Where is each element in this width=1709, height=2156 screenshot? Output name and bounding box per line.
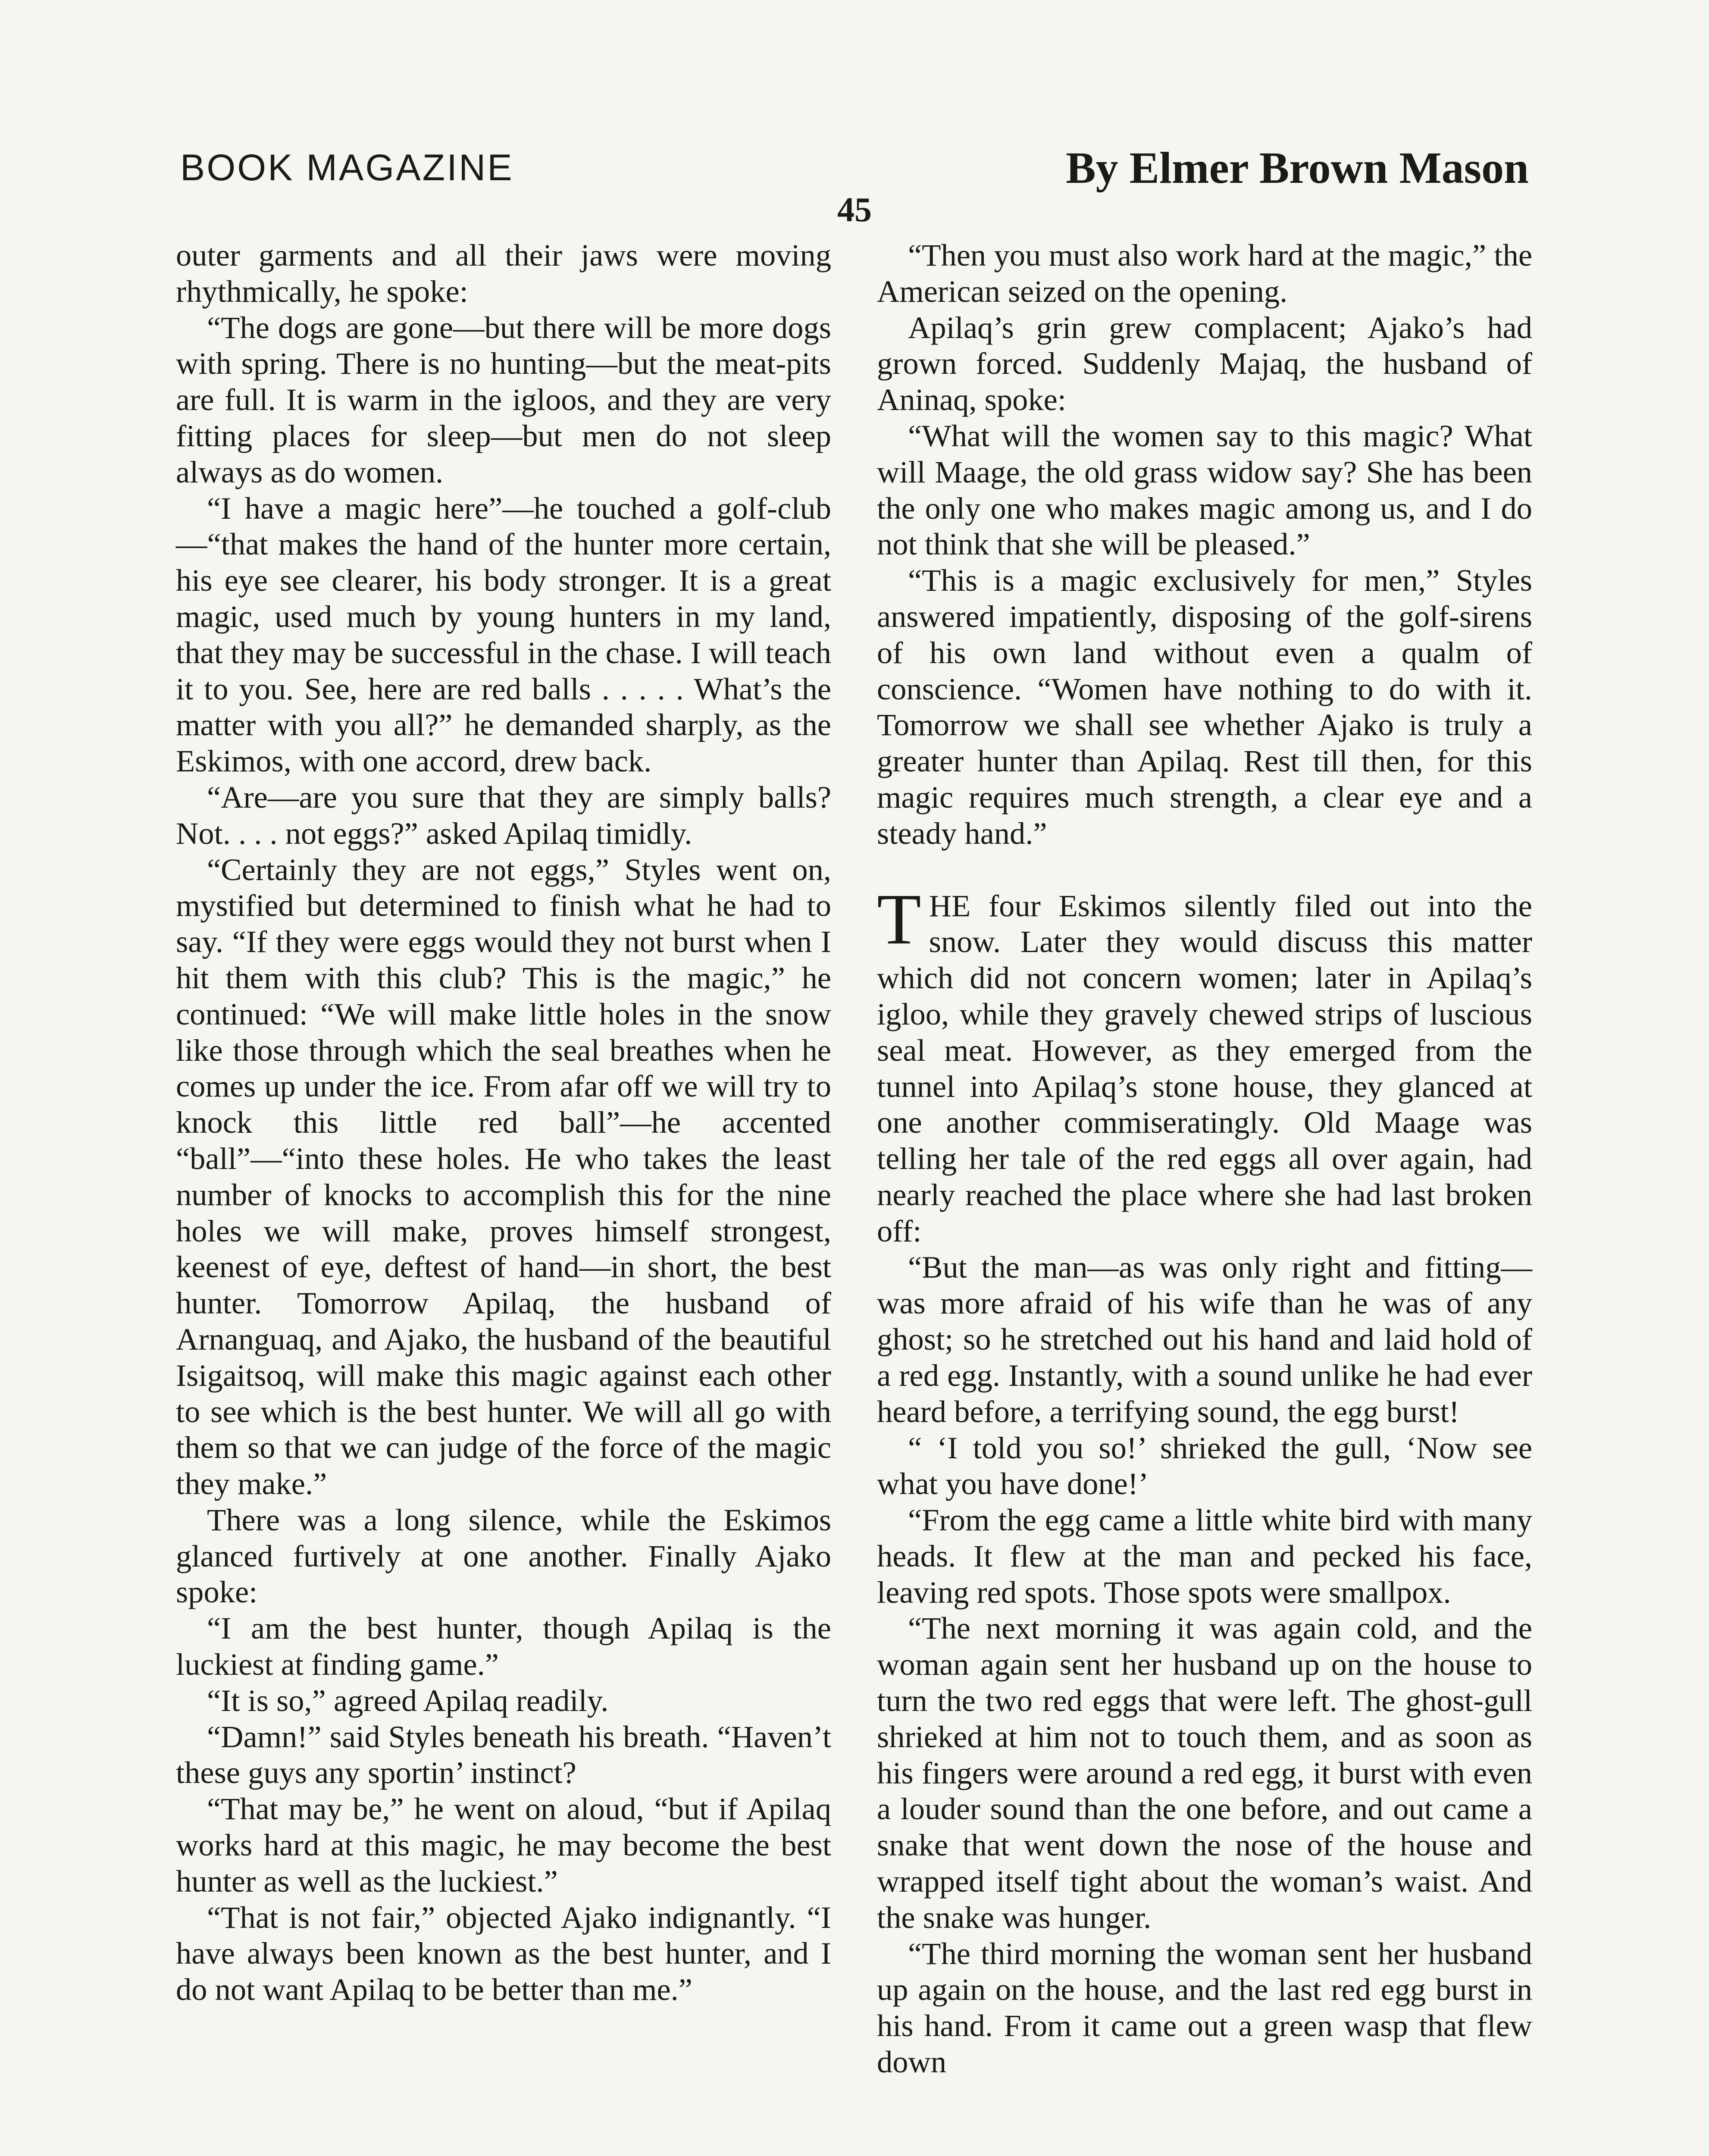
paragraph: “It is so,” agreed Apilaq readily. xyxy=(207,1683,609,1718)
paragraph: “That is not fair,” objected Ajako indignantly. “I have always been known as the best hunter, and I do not want Apilaq to be better than me.” xyxy=(176,1899,831,2007)
paragraph: “What will the women say to this magic? What will Maage, the old grass widow say? She has been the only one who makes magic among us, and I do not think that she will be pleased.” xyxy=(877,418,1532,562)
drop-cap-letter: T xyxy=(877,879,921,959)
paragraph: “From the egg came a little white bird with many heads. It flew at the man and pecked his face, leaving red spots. Those spots were smallpox. xyxy=(877,1502,1532,1610)
section-opening-text: HE four Eskimos silently filed out into the snow. Later they would discuss this matter which did not concern women; later in Apilaq’s igloo, while they gravely chewed strips of luscious seal meat. However, as they emerged from the tunnel into Apilaq’s stone house, they glanced at one another commiseratingly. Old Maage was telling her tale of the red eggs all over again, had nearly reached the place where she had last broken off: xyxy=(877,888,1532,1248)
publication-title: BOOK MAGAZINE xyxy=(180,147,514,188)
paragraph: outer garments and all their jaws were moving rhythmically, he spoke: xyxy=(176,238,831,309)
author-byline: By Elmer Brown Mason xyxy=(1066,143,1529,193)
right-text-column xyxy=(877,237,1532,2080)
paragraph: “But the man—as was only right and fitting—was more afraid of his wife than he was of any ghost; so he stretched out his hand and laid hold of a red egg. Instantly, with a sound unlike he had ever heard before, a terrifying sound, the egg burst! xyxy=(877,1249,1532,1429)
paragraph: “I am the best hunter, though Apilaq is the luckiest at finding game.” xyxy=(176,1611,831,1682)
section-opening-paragraph xyxy=(877,879,1532,1249)
left-text-column xyxy=(176,237,831,2008)
paragraph: “That may be,” he went on aloud, “but if Apilaq works hard at this magic, he may become the best hunter as well as the luckiest.” xyxy=(176,1791,831,1899)
paragraph: “The dogs are gone—but there will be more dogs with spring. There is no hunting—but the meat-pits are full. It is warm in the igloos, and they are very fitting places for sleep—but men do not sleep always as do women. xyxy=(176,310,831,489)
paragraph: There was a long silence, while the Eskimos glanced furtively at one another. Finally Ajako spoke: xyxy=(176,1502,831,1610)
paragraph: “Are—are you sure that they are simply balls? Not. . . . not eggs?” asked Apilaq timidly. xyxy=(176,779,831,851)
paragraph: “ ‘I told you so!’ shrieked the gull, ‘Now see what you have done!’ xyxy=(877,1430,1532,1501)
paragraph: “Then you must also work hard at the magic,” the American seized on the opening. xyxy=(877,238,1532,309)
page-number: 45 xyxy=(837,191,872,229)
paragraph: “I have a magic here”—he touched a golf-club—“that makes the hand of the hunter more certain, his eye see clearer, his body stronger. It is a great magic, used much by young hunters in my land, that they may be successful in the chase. I will teach it to you. See, here are red balls . . . . . What’s the matter with you all?” he demanded sharply, as the Eskimos, with one accord, drew back. xyxy=(176,490,831,779)
paragraph: “The third morning the woman sent her husband up again on the house, and the last red egg burst in his hand. From it came out a green wasp that flew down xyxy=(877,1936,1532,2080)
paragraph: “Certainly they are not eggs,” Styles went on, mystified but determined to finish what he had to say. “If they were eggs would they not burst when I hit them with this club? This is the magic,” he continued: “We will make little holes in the snow like those through which the seal breathes when he comes up under the ice. From afar off we will try to knock this little red ball”—he accented “ball”—“into these holes. He who takes the least number of knocks to accomplish this for the nine holes we will make, proves himself strongest, keenest of eye, deftest of hand—in short, the best hunter. Tomorrow Apilaq, the husband of Arnanguaq, and Ajako, the husband of the beautiful Isigaitsoq, will make this magic against each other to see which is the best hunter. We will all go with them so that we can judge of the force of the magic they make.” xyxy=(176,852,831,1501)
paragraph: “Damn!” said Styles beneath his breath. “Haven’t these guys any sportin’ instinct? xyxy=(176,1719,831,1790)
paragraph: “This is a magic exclusively for men,” Styles answered impatiently, disposing of the golf-sirens of his own land without even a qualm of conscience. “Women have nothing to do with it. Tomorrow we shall see whether Ajako is truly a greater hunter than Apilaq. Rest till then, for this magic requires much strength, a clear eye and a steady hand.” xyxy=(877,563,1532,851)
paragraph: Apilaq’s grin grew complacent; Ajako’s had grown forced. Suddenly Majaq, the husband of Aninaq, spoke: xyxy=(877,310,1532,417)
paragraph: “The next morning it was again cold, and the woman again sent her husband up on the house to turn the two red eggs that were left. The ghost-gull shrieked at him not to touch them, and as soon as his fingers were around a red egg, it burst with even a louder sound than the one before, and out came a snake that went down the nose of the house and wrapped itself tight about the woman’s waist. And the snake was hunger. xyxy=(877,1611,1532,1935)
